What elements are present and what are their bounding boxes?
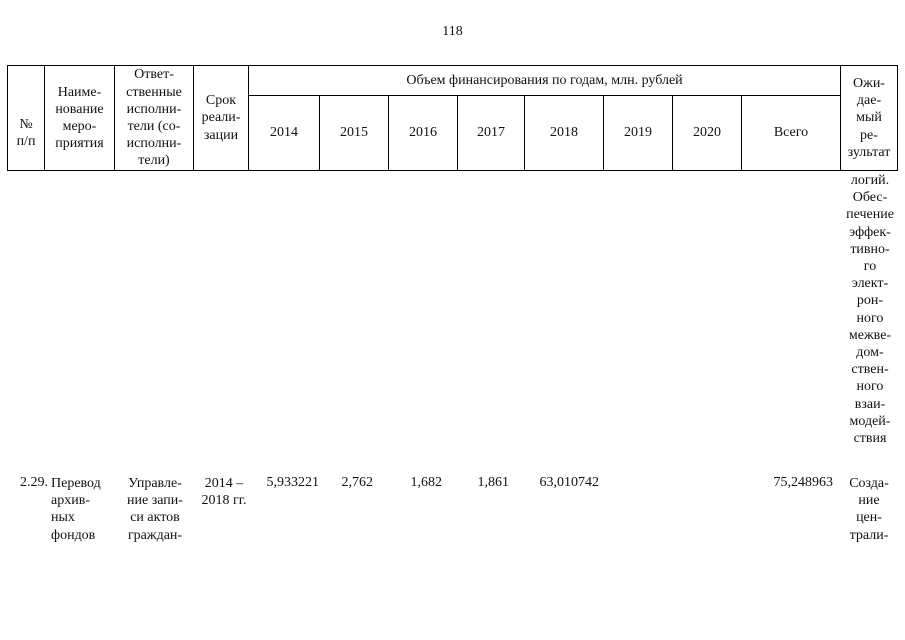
header-bottom-border: [7, 170, 897, 171]
row-num: 2.29.: [20, 475, 48, 490]
header-result: Ожи- дае- мый ре- зультат: [847, 75, 891, 160]
header-year-2015: 2015: [340, 125, 368, 140]
header-term: Срок реали- зации: [201, 93, 241, 143]
row-value-total: 75,248963: [773, 475, 833, 490]
header-year-2017: 2017: [477, 125, 505, 140]
row-result: Созда- ние цен- трали-: [849, 476, 889, 543]
header-year-2018: 2018: [550, 125, 578, 140]
row-value-2014: 5,933221: [266, 475, 319, 490]
col-border: [897, 65, 898, 171]
header-year-2019: 2019: [624, 125, 652, 140]
row-value-2015: 2,762: [341, 475, 373, 490]
header-year-2020: 2020: [693, 125, 721, 140]
header-year-2014: 2014: [270, 125, 298, 140]
row-value-2016: 1,682: [410, 475, 442, 490]
row-value-2018: 63,010742: [539, 475, 599, 490]
header-year-2016: 2016: [409, 125, 437, 140]
row-value-2017: 1,861: [477, 475, 509, 490]
header-funding-group: Объем финансирования по годам, млн. рублей: [406, 72, 683, 88]
header-responsible: Ответ- ственные исполни- тели (со- исполни- тели): [126, 67, 182, 169]
header-num: № п/п: [16, 116, 36, 149]
header-name: Наиме- нование меро- приятия: [55, 84, 104, 152]
continuation-result-text: логий. Обес- печение эффек- тивно- го элект- рон- ного межве- дом- ствен- ного взаи- модей- ствия: [846, 173, 894, 447]
page-number: 118: [442, 24, 463, 39]
row-responsible: Управле- ние запи- си актов граждан-: [127, 476, 183, 543]
header-total: Всего: [773, 125, 809, 140]
row-term: 2014 – 2018 гг.: [201, 476, 247, 509]
row-name: Перевод архив- ных фондов: [51, 476, 101, 543]
